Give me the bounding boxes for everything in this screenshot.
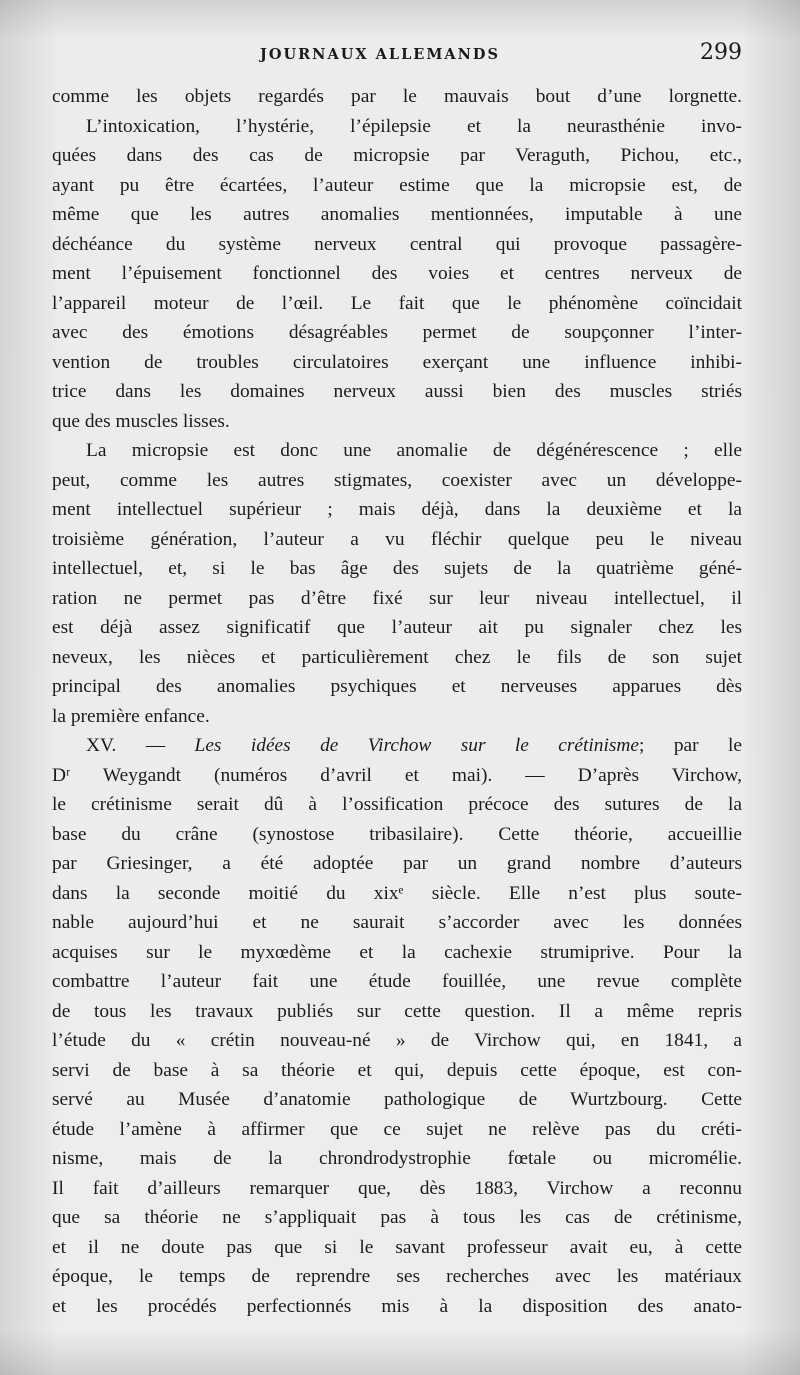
text-line: vention de troubles circulatoires exerçant une influence inhibi- — [52, 351, 742, 373]
text-line: époque, le temps de reprendre ses recherches avec les matériaux — [52, 1266, 742, 1287]
running-title: JOURNAUX ALLEMANDS — [260, 46, 500, 63]
text-line: le crétinisme serait dû à l’ossification précoce des sutures de la — [52, 794, 742, 815]
text-line: ayant pu être écartées, l’auteur estime que la micropsie est, de — [52, 174, 742, 196]
text-line: principal des anomalies psychiques et nerveuses apparues dès — [52, 676, 742, 697]
text-line: troisième génération, l’auteur a vu fléchir quelque peu le niveau — [52, 528, 742, 550]
text-line: ment l’épuisement fonctionnel des voies et centres nerveux de — [52, 263, 742, 284]
section-title: Les idées de Virchow sur le crétinisme — [194, 735, 640, 756]
text-line: servi de base à sa théorie et qui, depuis cette époque, est con- — [52, 1059, 742, 1081]
text-line: l’appareil moteur de l’œil. Le fait que le phénomène coïncidait — [52, 292, 742, 314]
text-line: neveux, les nièces et particulièrement chez le fils de son sujet — [52, 646, 742, 668]
text-line: étude l’amène à affirmer que ce sujet ne relève pas du créti- — [52, 1118, 742, 1140]
paragraph-start-line: L’intoxication, l’hystérie, l’épilepsie et la neurasthénie invo- — [86, 115, 742, 137]
text-line: même que les autres anomalies mentionnées, imputable à une — [52, 204, 742, 225]
text-line: l’étude du « crétin nouveau-né » de Virchow qui, en 1841, a — [52, 1030, 742, 1051]
text-line: acquises sur le myxœdème et la cachexie strumiprive. Pour la — [52, 941, 742, 963]
text-line: et les procédés perfectionnés mis à la disposition des anato- — [52, 1295, 742, 1317]
text-line: nable aujourd’hui et ne saurait s’accorder avec les données — [52, 912, 742, 933]
body-text — [52, 82, 742, 1321]
page-number: 299 — [700, 40, 742, 65]
text-line: dans la seconde moitié du xixᵉ siècle. Elle n’est plus soute- — [52, 882, 742, 904]
paragraph-start-line: La micropsie est donc une anomalie de dégénérescence ; elle — [86, 440, 742, 461]
text-line: nisme, mais de la chrondrodystrophie fœtale ou micromélie. — [52, 1148, 742, 1169]
text-line: trice dans les domaines nerveux aussi bien des muscles striés — [52, 381, 742, 402]
text-line: combattre l’auteur fait une étude fouillée, une revue complète — [52, 971, 742, 992]
text-line: par Griesinger, a été adoptée par un grand nombre d’auteurs — [52, 853, 742, 874]
text-line: Il fait d’ailleurs remarquer que, dès 1883, Virchow a reconnu — [52, 1177, 742, 1199]
text-line: comme les objets regardés par le mauvais bout d’une lorgnette. — [52, 86, 742, 107]
text-line: ment intellectuel supérieur ; mais déjà, dans la deuxième et la — [52, 499, 742, 520]
text-line: que sa théorie ne s’appliquait pas à tous les cas de crétinisme, — [52, 1207, 742, 1228]
text-line: peut, comme les autres stigmates, coexister avec un développe- — [52, 469, 742, 491]
text-line: de tous les travaux publiés sur cette question. Il a même repris — [52, 1000, 742, 1022]
text-line: et il ne doute pas que si le savant professeur avait eu, à cette — [52, 1236, 742, 1258]
paragraph-end-line: la première enfance. — [52, 705, 210, 727]
text-line: servé au Musée d’anatomie pathologique de Wurtzbourg. Cette — [52, 1089, 742, 1110]
text-line: quées dans des cas de micropsie par Veraguth, Pichou, etc., — [52, 145, 742, 166]
text-line: est déjà assez significatif que l’auteur ait pu signaler chez les — [52, 617, 742, 638]
text-line: ration ne permet pas d’être fixé sur leur niveau intellectuel, il — [52, 587, 742, 609]
text-line: Dʳ Weygandt (numéros d’avril et mai). — D’après Virchow, — [52, 764, 742, 786]
text-line: avec des émotions désagréables permet de soupçonner l’inter- — [52, 322, 742, 343]
text-line: base du crâne (synostose tribasilaire). Cette théorie, accueillie — [52, 823, 742, 845]
paragraph-end-line: que des muscles lisses. — [52, 410, 230, 432]
text-line: déchéance du système nerveux central qui provoque passagère- — [52, 233, 742, 255]
section-number: XV. — [86, 735, 117, 756]
text-line: intellectuel, et, si le bas âge des sujets de la quatrième géné- — [52, 558, 742, 579]
section-after-title: ; par le — [639, 735, 742, 756]
page-header — [0, 40, 800, 70]
section-heading-line — [52, 731, 742, 761]
section-dash: — — [145, 735, 166, 756]
